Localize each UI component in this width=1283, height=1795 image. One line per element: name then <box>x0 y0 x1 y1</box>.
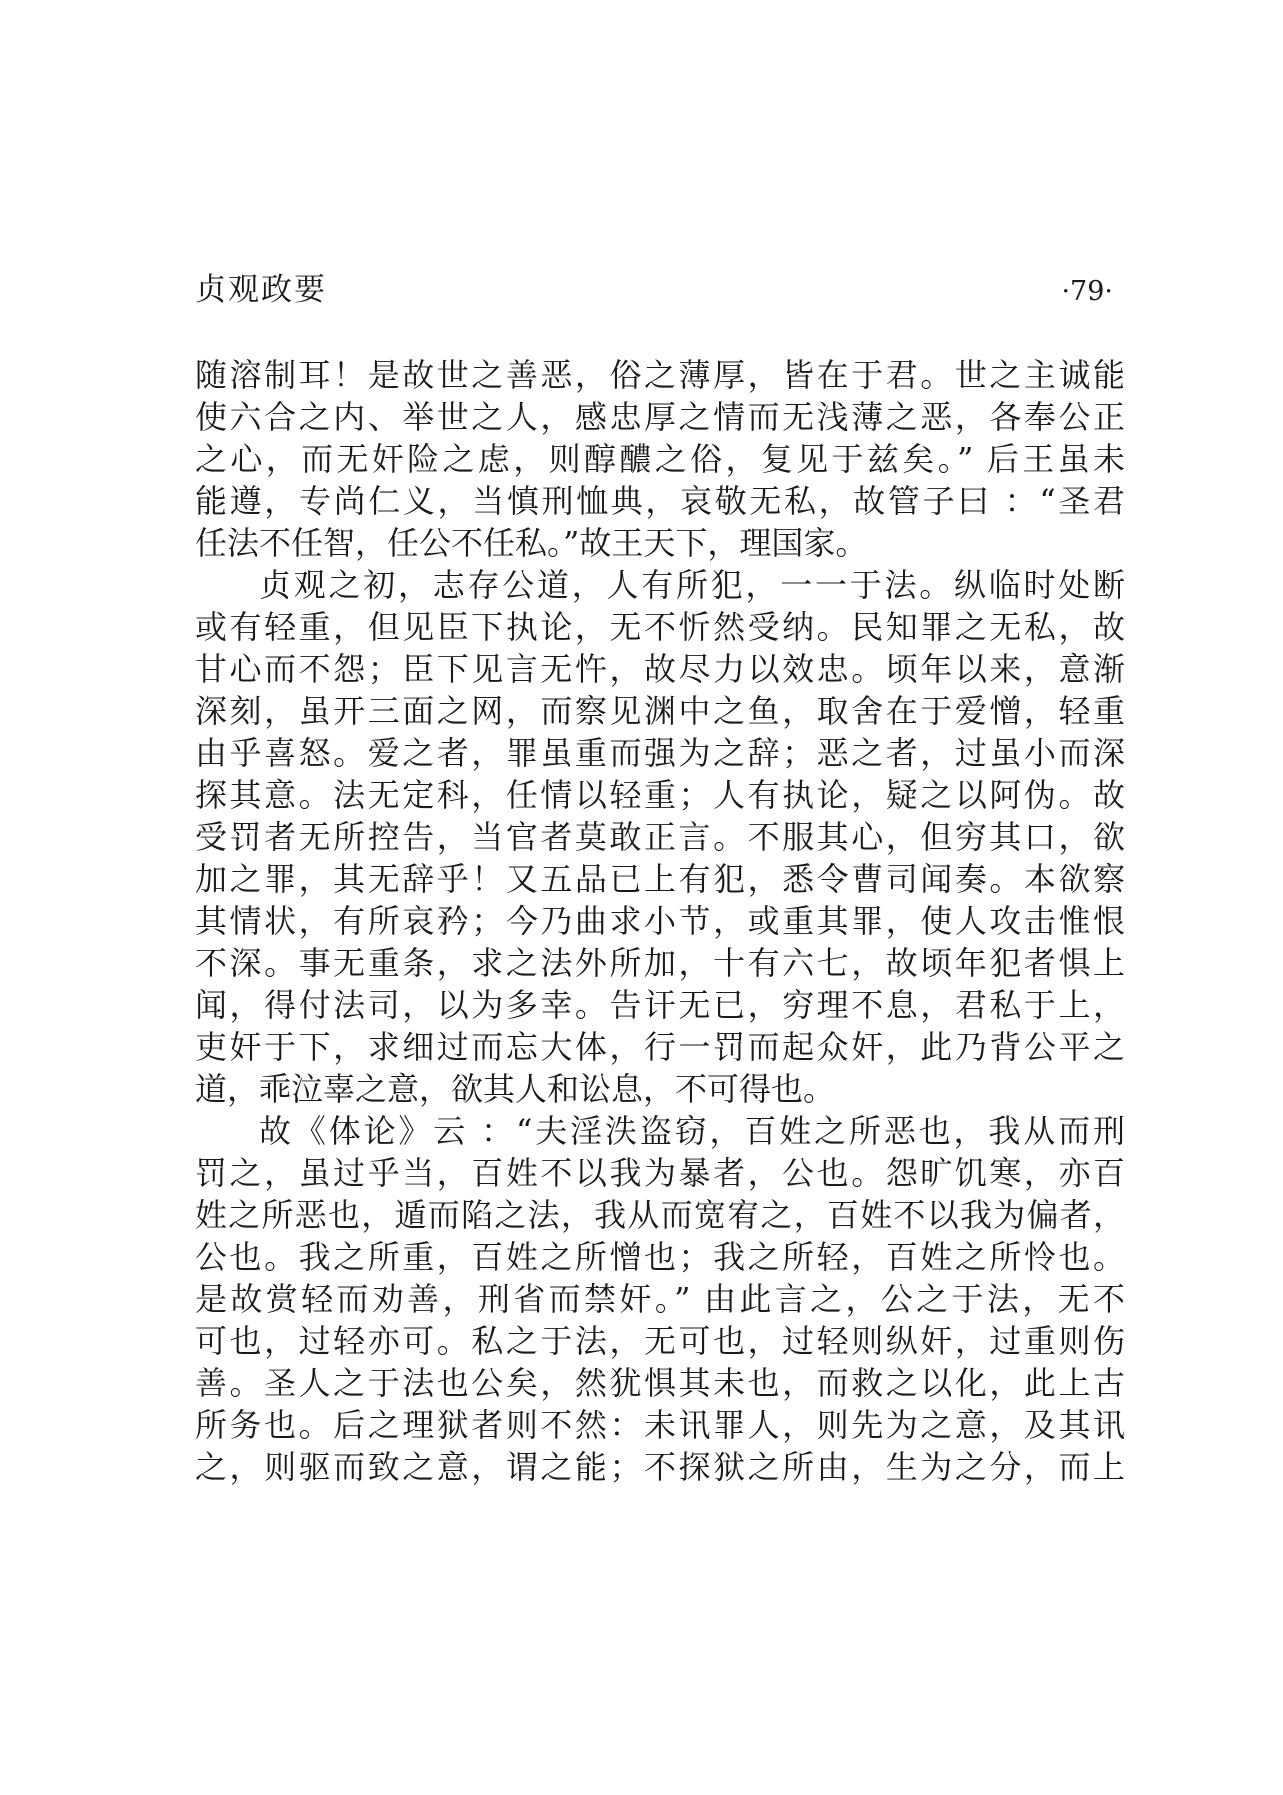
text-line: 闻，得付法司，以为多幸。告讦无已，穷理不息，君私于上， <box>195 986 1125 1024</box>
text-line: 使六合之内、举世之人，感忠厚之情而无浅薄之恶，各奉公正 <box>195 398 1125 436</box>
page-number: ·79· <box>1061 276 1113 307</box>
text-line: 可也，过轻亦可。私之于法，无可也，过轻则纵奸，过重则伤 <box>195 1322 1125 1360</box>
text-line: 故《体论》云 ：“夫淫泆盗窃，百姓之所恶也，我从而刑 <box>259 1112 1125 1150</box>
text-line: 善。圣人之于法也公矣，然犹惧其未也，而救之以化，此上古 <box>195 1364 1125 1402</box>
text-line: 其情状，有所哀矜；今乃曲求小节，或重其罪，使人攻击惟恨 <box>195 902 1125 940</box>
text-line: 探其意。法无定科，任情以轻重；人有执论，疑之以阿伪。故 <box>195 776 1125 814</box>
text-line: 姓之所恶也，遁而陷之法，我从而宽宥之，百姓不以我为偏者， <box>195 1196 1125 1234</box>
text-line: 之，则驱而致之意，谓之能；不探狱之所由，生为之分，而上 <box>195 1448 1125 1486</box>
text-line: 贞观之初，志存公道，人有所犯，一一于法。纵临时处断 <box>259 566 1125 604</box>
text-line: 是故赏轻而劝善，刑省而禁奸。” 由此言之，公之于法，无不 <box>195 1280 1125 1318</box>
text-line: 甘心而不怨；臣下见言无忤，故尽力以效忠。顷年以来，意渐 <box>195 650 1125 688</box>
text-line: 罚之，虽过乎当，百姓不以我为暴者，公也。怨旷饥寒，亦百 <box>195 1154 1125 1192</box>
text-line: 由乎喜怒。爱之者，罪虽重而强为之辞；恶之者，过虽小而深 <box>195 734 1125 772</box>
text-line: 吏奸于下，求细过而忘大体，行一罚而起众奸，此乃背公平之 <box>195 1028 1125 1066</box>
body-text <box>195 354 1125 1488</box>
text-line: 不深。事无重条，求之法外所加，十有六七，故顷年犯者惧上 <box>195 944 1125 982</box>
running-title: 贞观政要 <box>195 272 327 308</box>
text-line: 或有轻重，但见臣下执论，无不忻然受纳。民知罪之无私，故 <box>195 608 1125 646</box>
text-line: 加之罪，其无辞乎！又五品已上有犯，悉令曹司闻奏。本欲察 <box>195 860 1125 898</box>
text-line: 能遵，专尚仁义，当慎刑恤典，哀敬无私，故管子曰 ：“圣君 <box>195 482 1125 520</box>
text-line: 之心，而无奸险之虑，则醇醲之俗，复见于兹矣。” 后王虽未 <box>195 440 1125 478</box>
text-line: 随溶制耳！是故世之善恶，俗之薄厚，皆在于君。世之主诚能 <box>195 356 1125 394</box>
text-line: 深刻，虽开三面之网，而察见渊中之鱼，取舍在于爱憎，轻重 <box>195 692 1125 730</box>
text-line: 道，乖泣辜之意，欲其人和讼息，不可得也。 <box>195 1070 836 1108</box>
text-line: 公也。我之所重，百姓之所憎也；我之所轻，百姓之所怜也。 <box>195 1238 1125 1276</box>
text-line: 任法不任智，任公不任私。”故王天下，理国家。 <box>195 524 868 562</box>
text-line: 所务也。后之理狱者则不然：未讯罪人，则先为之意，及其讯 <box>195 1406 1125 1444</box>
text-line: 受罚者无所控告，当官者莫敢正言。不服其心，但穷其口，欲 <box>195 818 1125 856</box>
